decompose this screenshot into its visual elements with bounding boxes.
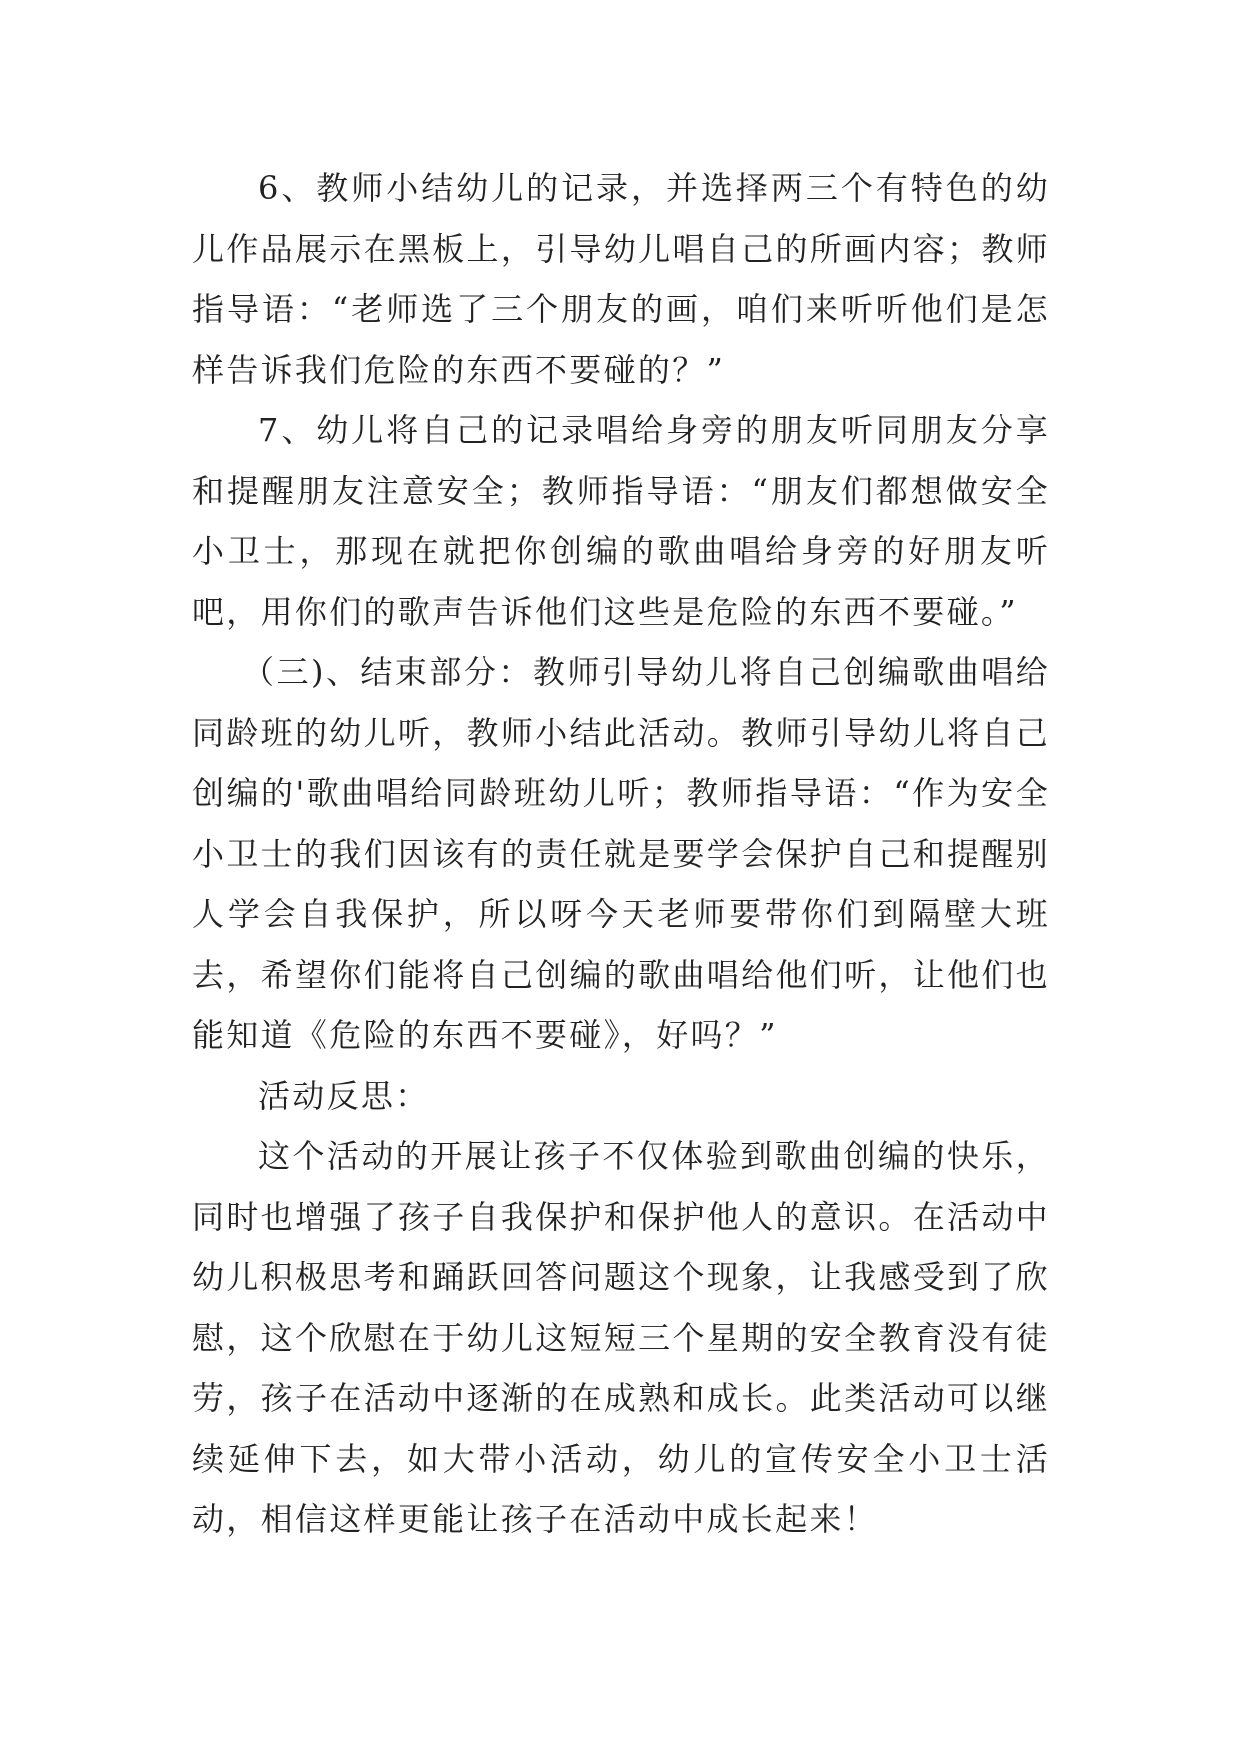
paragraph-step-6: 6、教师小结幼儿的记录，并选择两三个有特色的幼儿作品展示在黑板上，引导幼儿唱自己的所画内容；教师指导语：“老师选了三个朋友的画，咱们来听听他们是怎样告诉我们危险的东西不要碰的？” — [192, 169, 1050, 389]
paragraph-ending-section: （三)、结束部分：教师引导幼儿将自己创编歌曲唱给同龄班的幼儿听，教师小结此活动。教师引导幼儿将自己创编的'歌曲唱给同龄班幼儿听；教师指导语：“作为安全小卫士的我们因该有的责任就是要学会保护自己和提醒别人学会自我保护，所以呀今天老师要带你们到隔壁大班去，希望你们能将自己创编的歌曲唱给他们听，让他们也能知道《危险的东西不要碰》，好吗？” — [192, 653, 1050, 1054]
heading-activity-reflection: 活动反思： — [258, 1076, 430, 1115]
paragraph-step-7: 7、幼儿将自己的记录唱给身旁的朋友听同朋友分享和提醒朋友注意安全；教师指导语：“朋友们都想做安全小卫士，那现在就把你创编的歌曲唱给身旁的好朋友听吧，用你们的歌声告诉他们这些是危险的东西不要碰。” — [192, 411, 1050, 631]
document-body — [192, 158, 1050, 1550]
paragraph-reflection: 这个活动的开展让孩子不仅体验到歌曲创编的快乐，同时也增强了孩子自我保护和保护他人的意识。在活动中幼儿积极思考和踊跃回答问题这个现象，让我感受到了欣慰，这个欣慰在于幼儿这短短三个星期的安全教育没有徒劳，孩子在活动中逐渐的在成熟和成长。此类活动可以继续延伸下去，如大带小活动，幼儿的宣传安全小卫士活动，相信这样更能让孩子在活动中成长起来！ — [192, 1137, 1050, 1538]
